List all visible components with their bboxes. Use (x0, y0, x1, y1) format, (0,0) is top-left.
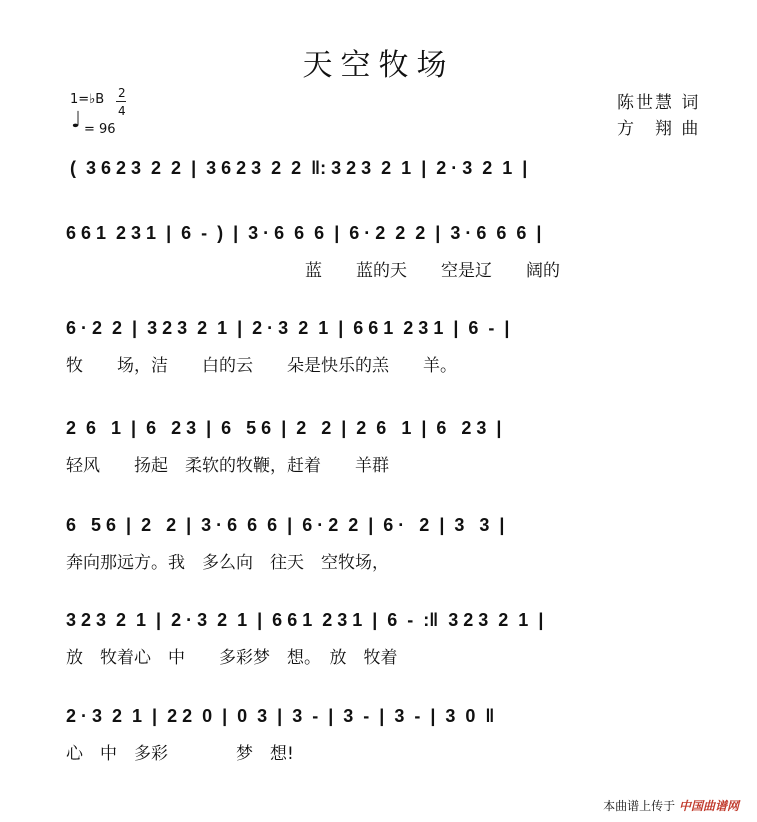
score-system-5 (0, 512, 757, 622)
meter-denominator: 4 (118, 104, 126, 118)
tempo-marking: = 96 (84, 122, 116, 137)
meter-numerator: 2 (118, 86, 126, 100)
source-footer (603, 797, 739, 814)
footer-text: 本曲谱上传于 (603, 799, 676, 813)
lyric-line: 轻风 扬起 柔软的牧鞭，赶着 羊群 (66, 456, 389, 476)
song-title: 天空牧场 (302, 48, 455, 83)
key-signature: 1=♭B (70, 92, 105, 107)
site-logo[interactable]: 中国曲谱网 (678, 799, 739, 813)
lyric-line: 奔向那远方。我 多么向 往天 空牧场， (66, 553, 389, 573)
notation-line: 2 · 3 2 1 | 2 2 0 | 0 3 | 3 - | 3 - | 3 - | 3 0 ‖ (66, 706, 495, 726)
composer-credit: 方 翔 曲 (617, 119, 701, 139)
lyric-line: 放 牧着心 中 多彩梦 想。 放 牧着 (66, 648, 398, 668)
lyric-line: 牧 场，洁 白的云 朵是快乐的羔 羊。 (66, 356, 457, 376)
notation-line: ( 3 6 2 3 2 2 | 3 6 2 3 2 2 ‖: 3 2 3 2 1 | 2 · 3 2 1 | (70, 158, 528, 178)
score-system-6 (0, 607, 757, 717)
score-system-2 (0, 220, 757, 330)
notation-line: 6 · 2 2 | 3 2 3 2 1 | 2 · 3 2 1 | 6 6 1 2 3 1 | 6 - | (66, 318, 510, 338)
notation-line: 3 2 3 2 1 | 2 · 3 2 1 | 6 6 1 2 3 1 | 6 - :‖ 3 2 3 2 1 | (66, 610, 544, 630)
quarter-note-icon: ♩ (71, 108, 82, 133)
meter-divider (116, 101, 126, 102)
notation-line: 6 6 1 2 3 1 | 6 - ) | 3 · 6 6 6 | 6 · 2 2 2 | 3 · 6 6 6 | (66, 223, 542, 243)
lyricist-credit: 陈世慧 词 (617, 93, 701, 113)
notation-line: 2 6 1 | 6 2 3 | 6 5 6 | 2 2 | 2 6 1 | 6 2 3 | (66, 418, 502, 438)
lyric-line: 蓝 蓝的天 空是辽 阔的 (305, 261, 560, 281)
score-system-3 (0, 315, 757, 425)
score-system-4 (0, 415, 757, 525)
notation-line: 6 5 6 | 2 2 | 3 · 6 6 6 | 6 · 2 2 | 6 · 2 | 3 3 | (66, 515, 505, 535)
lyric-line: 心 中 多彩 梦 想! (66, 744, 294, 764)
